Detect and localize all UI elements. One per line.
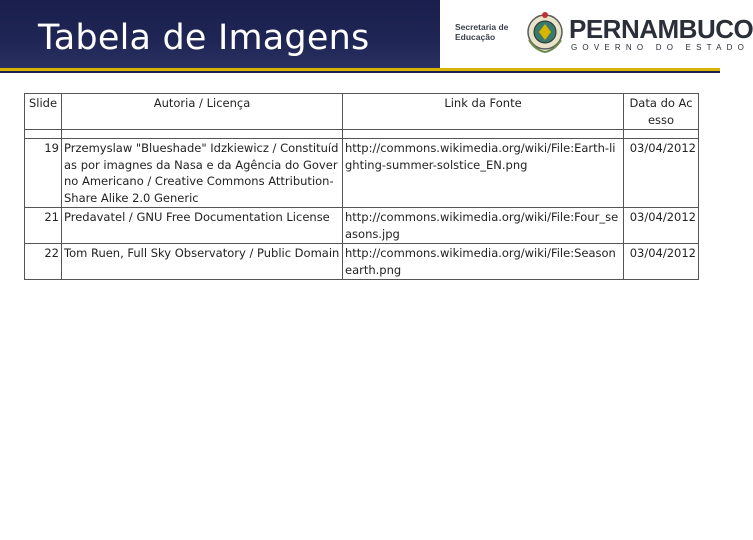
slide-header xyxy=(0,0,753,68)
brand-subtitle: GOVERNO DO ESTADO xyxy=(571,43,750,52)
state-seal-icon xyxy=(525,10,565,56)
cell-author: Predavatel / GNU Free Documentation License xyxy=(62,208,343,244)
cell-link[interactable]: http://commons.wikimedia.org/wiki/File:Four_seasons.jpg xyxy=(343,208,624,244)
page-title: Tabela de Imagens xyxy=(38,18,370,58)
header-rule xyxy=(0,71,720,73)
cell-slide: 19 xyxy=(25,139,62,208)
cell-author: Przemyslaw "Blueshade" Idzkiewicz / Constituídas por imagnes da Nasa e da Agência do Governo Americano / Creative Commons Attribution-Share Alike 2.0 Generic xyxy=(62,139,343,208)
table-row xyxy=(25,244,699,280)
header-link: Link da Fonte xyxy=(343,94,624,130)
cell-slide: 21 xyxy=(25,208,62,244)
cell-date: 03/04/2012 xyxy=(624,139,699,208)
cell-link[interactable]: http://commons.wikimedia.org/wiki/File:Seasonearth.png xyxy=(343,244,624,280)
cell-slide: 22 xyxy=(25,244,62,280)
department-line-2: Educação xyxy=(455,32,496,42)
title-bar xyxy=(0,0,440,68)
cell-link[interactable]: http://commons.wikimedia.org/wiki/File:Earth-lighting-summer-solstice_EN.png xyxy=(343,139,624,208)
image-credits-table xyxy=(24,93,699,280)
brand-name: PERNAMBUCO xyxy=(569,14,753,44)
department-line-1: Secretaria de xyxy=(455,22,509,32)
table-row xyxy=(25,208,699,244)
cell-date: 03/04/2012 xyxy=(624,244,699,280)
table-row xyxy=(25,139,699,208)
table-spacer-row xyxy=(25,130,699,139)
table-header-row xyxy=(25,94,699,130)
header-author: Autoria / Licença xyxy=(62,94,343,130)
department-label xyxy=(455,22,517,42)
cell-author: Tom Ruen, Full Sky Observatory / Public Domain xyxy=(62,244,343,280)
header-slide: Slide xyxy=(25,94,62,130)
cell-date: 03/04/2012 xyxy=(624,208,699,244)
header-date: Data do Acesso xyxy=(624,94,699,130)
